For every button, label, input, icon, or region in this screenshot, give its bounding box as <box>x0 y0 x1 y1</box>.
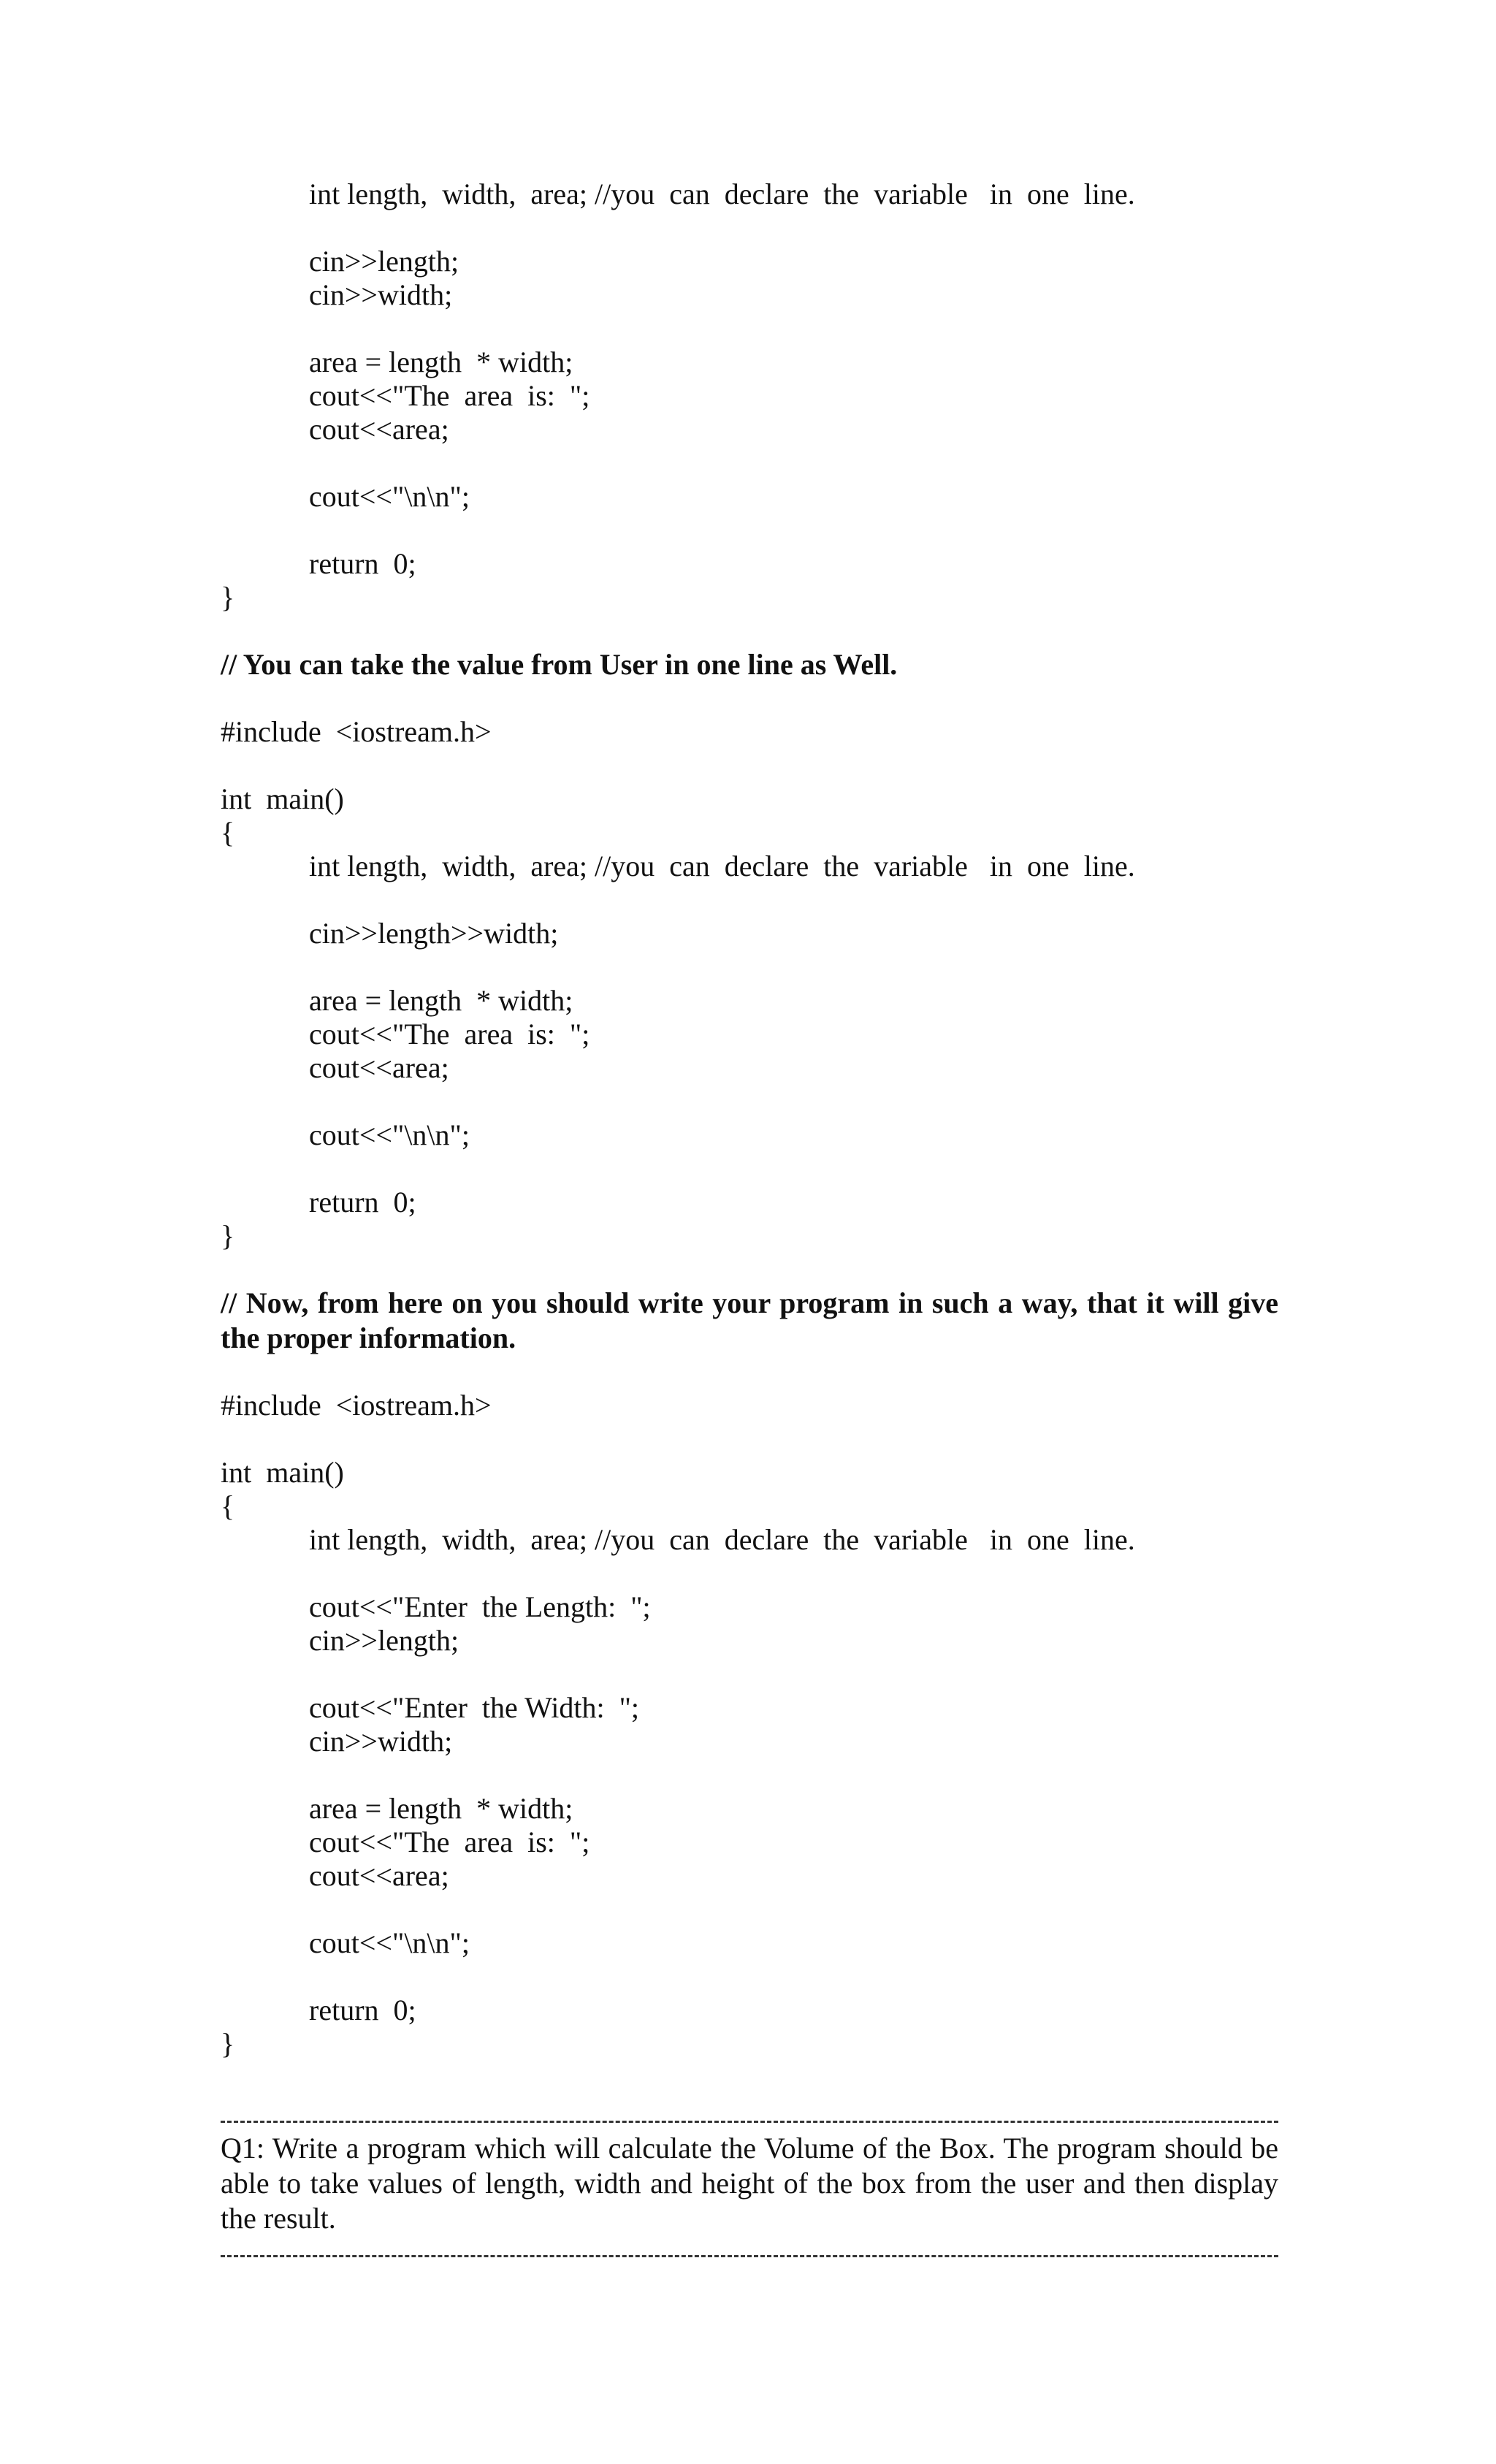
code-line-cin-width: cin>>width; <box>309 278 453 311</box>
code-line-area-calc: area = length * width; <box>309 984 573 1017</box>
code-close-brace: } <box>221 1219 235 1252</box>
code-close-brace: } <box>221 2027 235 2060</box>
dashed-divider-bottom <box>221 2255 1278 2257</box>
code-line-cin-length: cin>>length; <box>309 1624 459 1657</box>
code-line-return: return 0; <box>309 547 416 580</box>
code-line-include: #include <iostream.h> <box>221 715 492 748</box>
code-line-declaration: int length, width, area; //you can declare the variable in one line. <box>309 850 1135 882</box>
code-line-return: return 0; <box>309 1994 416 2026</box>
code-line-return: return 0; <box>309 1186 416 1218</box>
code-line-cin-width: cin>>width; <box>309 1725 453 1758</box>
code-close-brace: } <box>221 581 235 614</box>
code-line-cout-area: cout<<area; <box>309 1051 449 1084</box>
code-line-declaration: int length, width, area; //you can declare the variable in one line. <box>309 1523 1135 1556</box>
question-text: Q1: Write a program which will calculate the Volume of the Box. The program should be able to take values of length, width and height of the box from the user and then display the result. <box>221 2132 1278 2235</box>
code-line-cout-area: cout<<area; <box>309 1859 449 1892</box>
section-comment: // Now, from here on you should write your program in such a way, that it will give the proper information. <box>221 1286 1278 1354</box>
code-line-main: int main() <box>221 782 344 815</box>
code-line-cout-newlines: cout<<"\n\n"; <box>309 1926 470 1959</box>
code-line-cin-both: cin>>length>>width; <box>309 917 559 950</box>
code-line-cout-label: cout<<"The area is: "; <box>309 379 590 412</box>
code-line-cout-area: cout<<area; <box>309 413 449 446</box>
code-line-cout-label: cout<<"The area is: "; <box>309 1826 590 1858</box>
code-line-include: #include <iostream.h> <box>221 1389 492 1422</box>
code-line-main: int main() <box>221 1456 344 1489</box>
code-line-area-calc: area = length * width; <box>309 346 573 378</box>
code-open-brace: { <box>221 816 235 849</box>
dashed-divider-top <box>221 2121 1278 2123</box>
code-open-brace: { <box>221 1490 235 1522</box>
code-line-cout-newlines: cout<<"\n\n"; <box>309 1118 470 1151</box>
code-line-prompt-length: cout<<"Enter the Length: "; <box>309 1590 651 1623</box>
code-line-cin-length: cin>>length; <box>309 245 459 278</box>
code-line-declaration: int length, width, area; //you can declare the variable in one line. <box>309 178 1135 210</box>
code-line-area-calc: area = length * width; <box>309 1792 573 1825</box>
section-comment: // You can take the value from User in one line as Well. <box>221 648 898 681</box>
code-line-prompt-width: cout<<"Enter the Width: "; <box>309 1691 640 1724</box>
code-line-cout-label: cout<<"The area is: "; <box>309 1018 590 1050</box>
code-line-cout-newlines: cout<<"\n\n"; <box>309 480 470 513</box>
